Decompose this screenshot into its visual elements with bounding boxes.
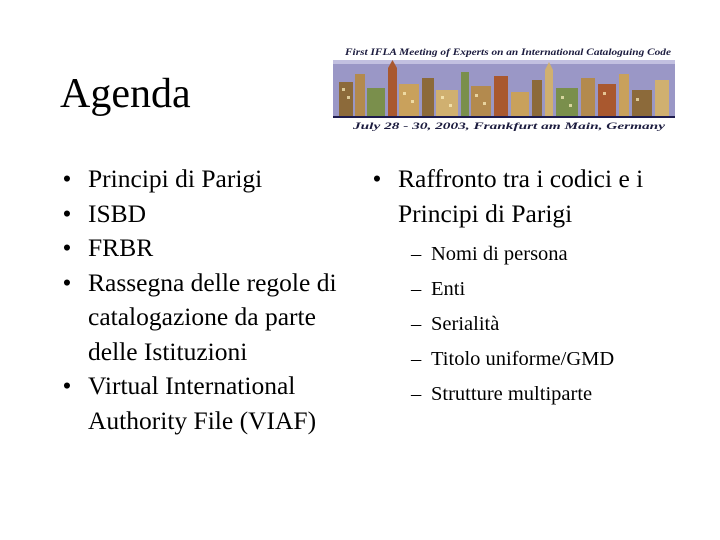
list-item — [60, 162, 350, 197]
left-column — [60, 162, 350, 438]
sub-list-item — [411, 342, 670, 377]
bullet-icon: • — [62, 233, 72, 262]
dash-icon: – — [411, 313, 422, 335]
list-item — [60, 197, 350, 232]
dash-icon: – — [411, 383, 422, 405]
sub-list-item — [411, 272, 670, 307]
list-item-text: Principi di Parigi — [88, 164, 263, 193]
sub-list-item — [411, 307, 670, 342]
bullet-icon: • — [372, 164, 382, 193]
list-item-text: FRBR — [88, 233, 154, 262]
sub-list-item — [411, 237, 670, 272]
comparison-sublist — [370, 237, 670, 412]
sub-list-item-text: Strutture multiparte — [431, 383, 593, 405]
list-item-text: ISBD — [88, 198, 147, 228]
right-column — [370, 162, 670, 412]
sub-list-item-text: Titolo uniforme/GMD — [431, 348, 615, 370]
bullet-icon: • — [62, 267, 72, 297]
bullet-icon: • — [62, 164, 72, 193]
list-item-text: Raffronto tra i codici e i Principi di Parigi — [398, 164, 644, 228]
conference-banner-image — [333, 44, 675, 132]
list-item — [60, 266, 350, 370]
bullet-icon: • — [62, 198, 72, 228]
list-item — [60, 369, 350, 438]
list-item-text: Virtual International Authority File (VIAF) — [88, 371, 317, 435]
bullet-icon: • — [62, 371, 72, 400]
sub-list-item-text: Nomi di persona — [431, 243, 568, 265]
sub-list-item-text: Enti — [431, 278, 466, 300]
list-item-text: Rassegna delle regole di catalogazione da parte delle Istituzioni — [88, 267, 337, 366]
dash-icon: – — [411, 278, 422, 300]
list-item — [60, 231, 350, 266]
dash-icon: – — [411, 243, 422, 265]
dash-icon: – — [411, 348, 422, 370]
banner-header-text: First IFLA Meeting of Experts on an International Cataloguing Code — [343, 48, 672, 58]
sub-list-item-text: Serialità — [431, 313, 500, 335]
comparison-list — [370, 162, 670, 231]
agenda-list — [60, 162, 350, 438]
sub-list-item — [411, 377, 670, 412]
banner-footer-text: July 28 - 30, 2003, Frankfurt am Main, Germany — [351, 122, 667, 132]
list-item — [370, 162, 670, 231]
slide-title: Agenda — [60, 71, 191, 117]
